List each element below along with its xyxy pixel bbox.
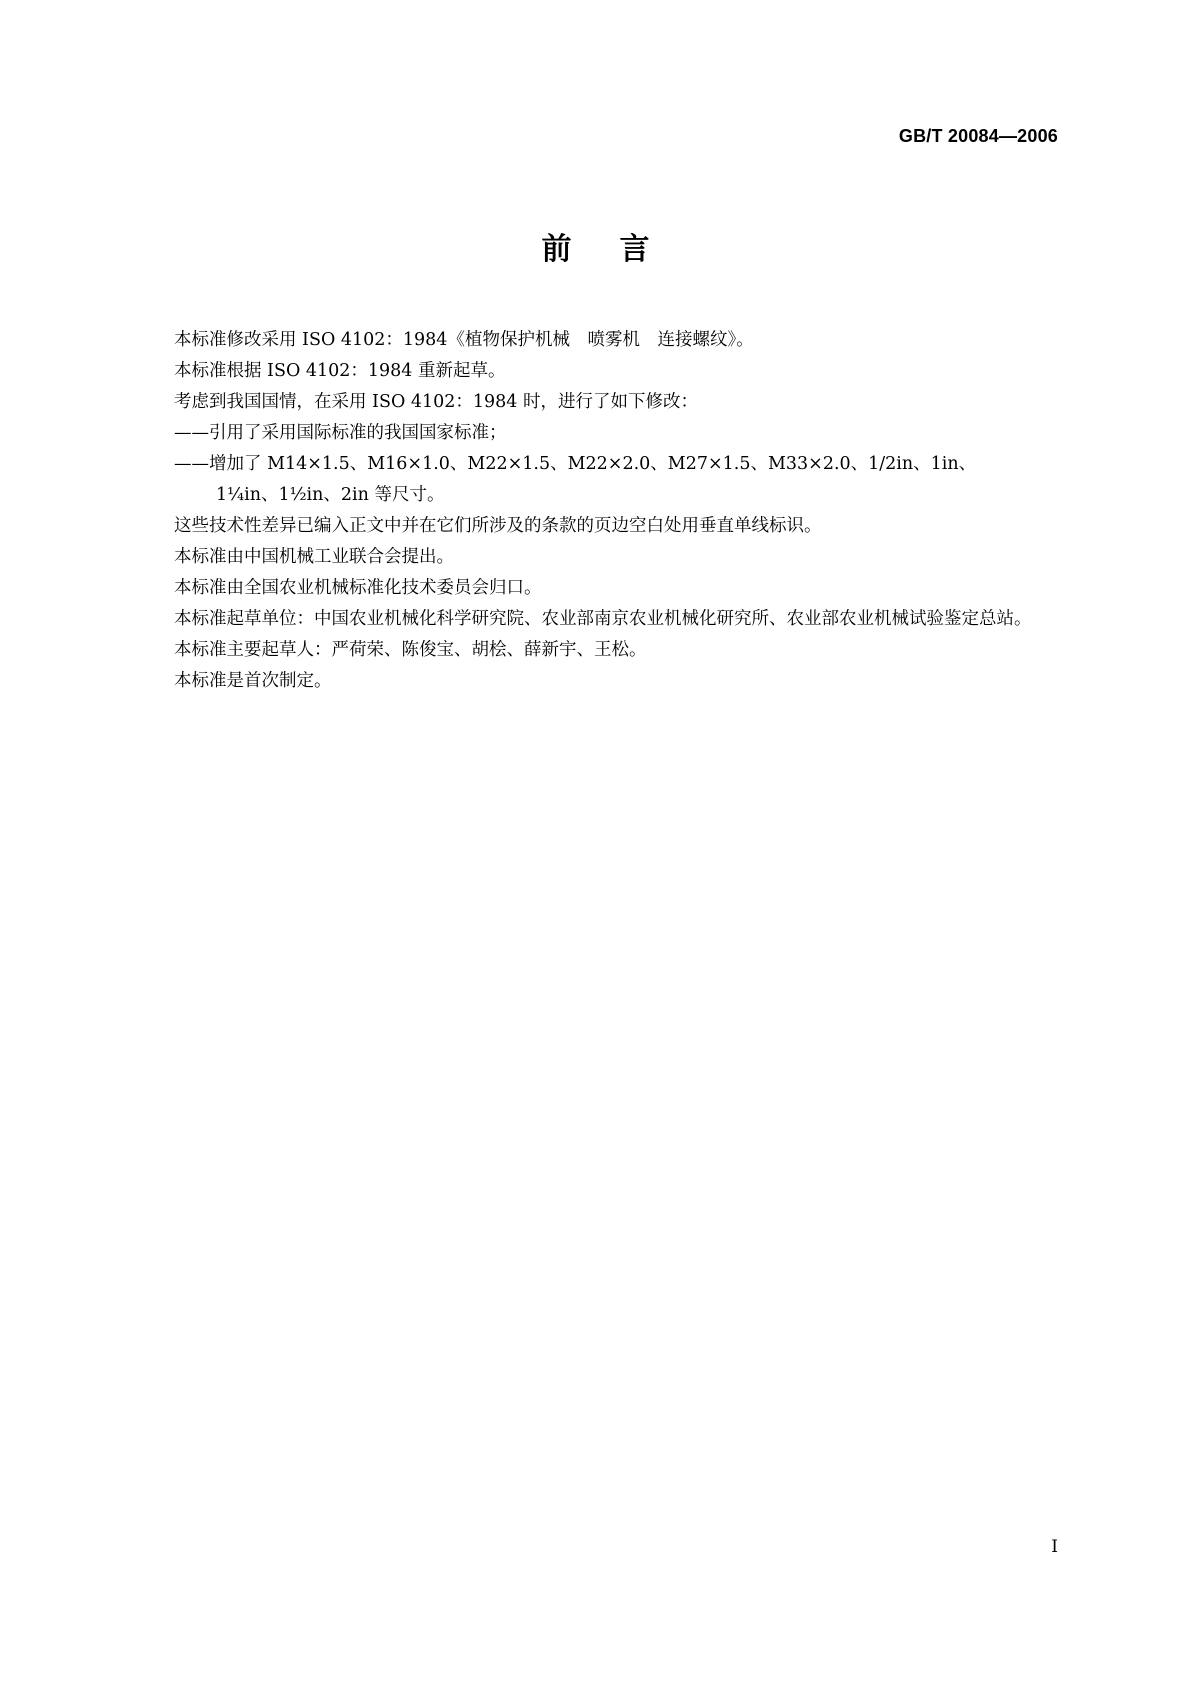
page-title: 前言 [541,232,698,267]
paragraph-redrafted: 本标准根据 ISO 4102：1984 重新起草。 [174,361,506,381]
paragraph-modifications-intro: 考虑到我国国情，在采用 ISO 4102：1984 时，进行了如下修改： [174,392,699,412]
list-item-referenced-standards: ——引用了采用国际标准的我国国家标准； [174,423,507,443]
list-item-added-sizes-continued: 1¼in、1½in、2in 等尺寸。 [216,485,445,505]
paragraph-technical-differences: 这些技术性差异已编入正文中并在它们所涉及的条款的页边空白处用垂直单线标识。 [174,516,822,536]
foreword-body [132,325,1052,697]
paragraph-first-edition: 本标准是首次制定。 [174,671,332,691]
paragraph-under-jurisdiction: 本标准由全国农业机械标准化技术委员会归口。 [174,578,542,598]
paragraph-drafters: 本标准主要起草人：严荷荣、陈俊宝、胡桧、薛新宇、王松。 [174,640,647,660]
page-number: I [1051,1537,1058,1557]
paragraph-proposed-by: 本标准由中国机械工业联合会提出。 [174,547,454,567]
standard-code: GB/T 20084—2006 [898,126,1058,146]
list-item-added-sizes: ——增加了 M14×1.5、M16×1.0、M22×1.5、M22×2.0、M27×1.5、M33×2.0、1/2in、1in、 [174,454,977,474]
paragraph-adoption: 本标准修改采用 ISO 4102：1984《植物保护机械 喷雾机 连接螺纹》。 [174,330,754,350]
paragraph-drafting-units: 本标准起草单位：中国农业机械化科学研究院、农业部南京农业机械化研究所、农业部农业机械试验鉴定总站。 [174,609,1032,629]
